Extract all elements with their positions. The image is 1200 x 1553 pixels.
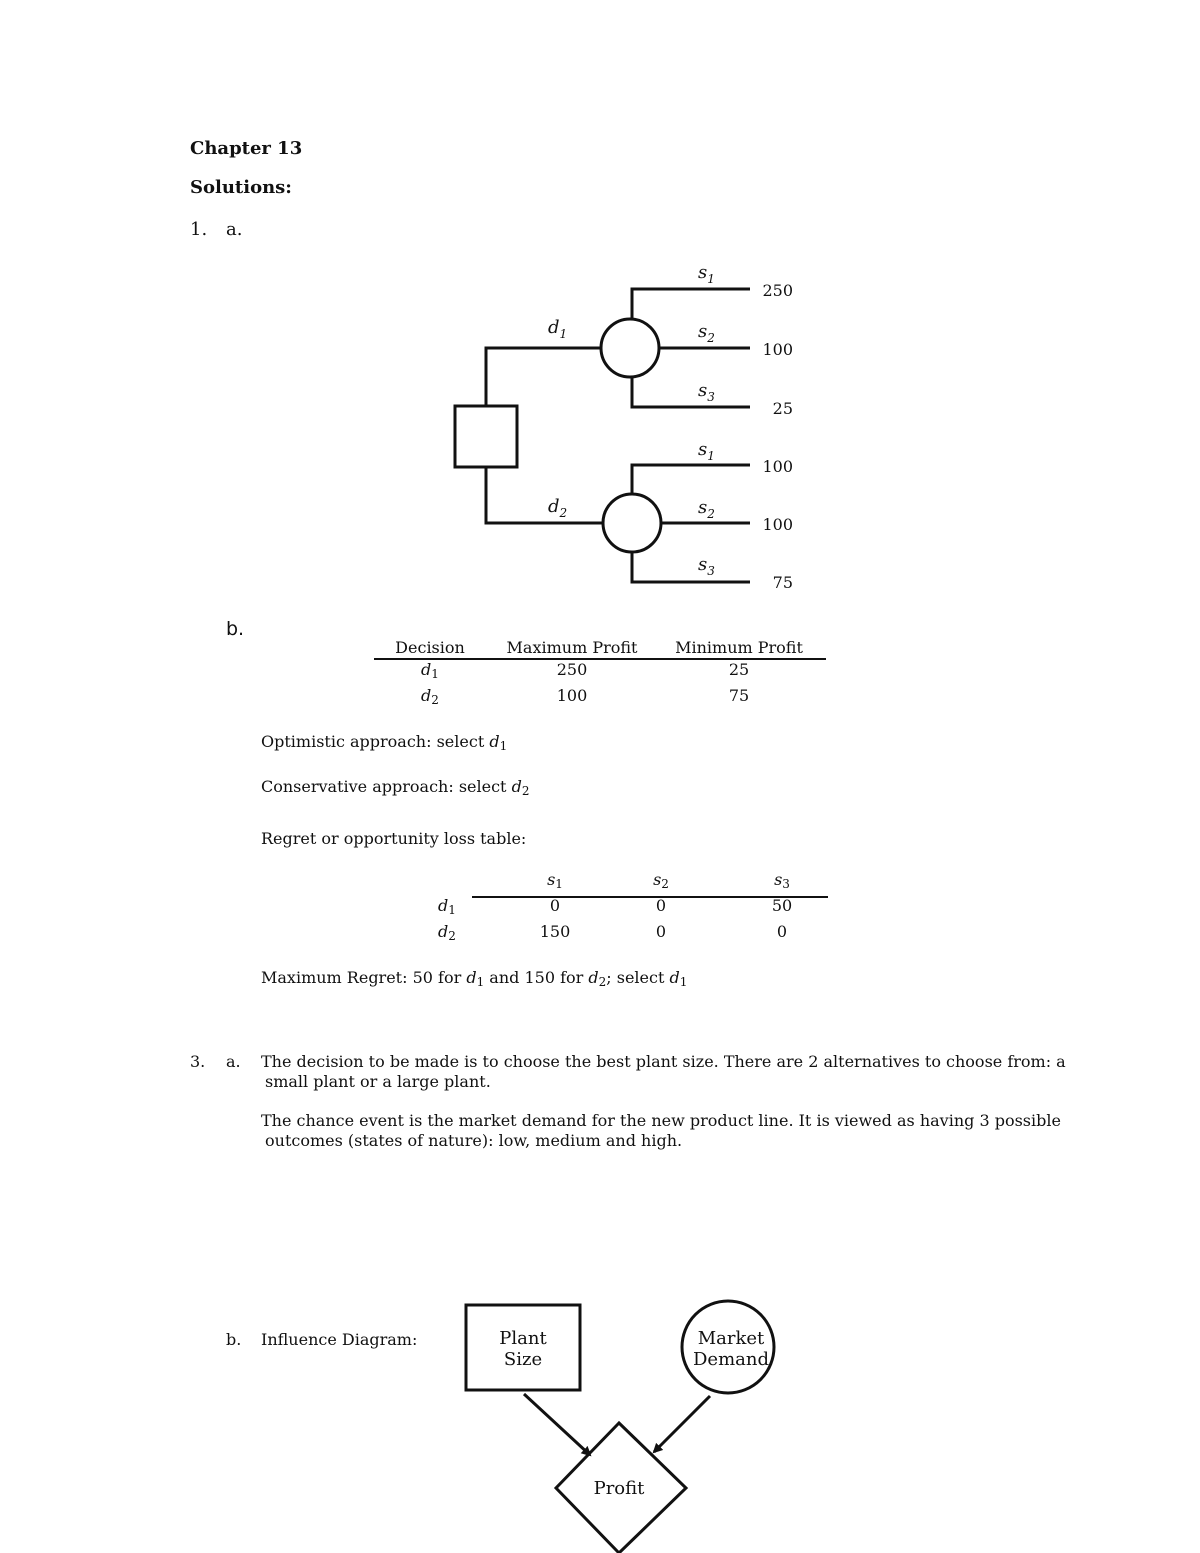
regret-row-2-s1: 150: [539, 922, 571, 941]
q3-number: 3.: [190, 1052, 206, 1071]
q3-a-text-line3: The chance event is the market demand for the new product line. It is viewed as having 3 possible: [261, 1111, 1061, 1130]
solutions-heading: Solutions:: [190, 177, 292, 198]
tree-label-d2-s1: $s_1$: [698, 439, 715, 463]
q3-a-text-line2: small plant or a large plant.: [265, 1072, 491, 1091]
regret-row-1-s3: 50: [771, 896, 793, 915]
influence-diagram: [440, 1290, 820, 1553]
regret-row-2-s2: 0: [655, 922, 667, 941]
profit-label: Profit: [593, 1478, 645, 1499]
q1-number: 1.: [190, 219, 208, 240]
payoff-d1-s1: 250: [762, 281, 793, 300]
profit-row-1-decision: $d_1$: [421, 660, 439, 681]
tree-label-d2: $d_2$: [548, 496, 568, 520]
profit-table-rule: [374, 658, 826, 660]
branch-d2-s3-line: [632, 552, 750, 582]
maximum-regret-line: Maximum Regret: 50 for $d_1$ and 150 for $d_2$; select $d_1$: [261, 968, 688, 989]
regret-row-2-s3: 0: [776, 922, 788, 941]
q3-part-b-label: b.: [226, 1330, 242, 1349]
payoff-d2-s3: 75: [772, 573, 793, 592]
tree-label-d2-s2: $s_2$: [698, 497, 715, 521]
payoff-d1-s3: 25: [772, 399, 793, 418]
profit-row-2-max: 100: [556, 686, 588, 705]
payoff-d2-s1: 100: [762, 457, 793, 476]
q1-part-a-label: a.: [226, 219, 243, 240]
profit-header-decision: Decision: [395, 638, 465, 657]
profit-row-1-min: 25: [728, 660, 750, 679]
decision-tree: [0, 0, 1200, 600]
market-demand-label-line2: Demand: [693, 1349, 769, 1370]
influence-diagram-title: Influence Diagram:: [261, 1330, 418, 1349]
regret-col-s1: $s_1$: [547, 870, 563, 891]
profit-row-1-max: 250: [556, 660, 588, 679]
regret-row-1-s2: 0: [655, 896, 667, 915]
profit-header-max: Maximum Profit: [506, 638, 638, 657]
tree-label-d1-s3: $s_3$: [698, 380, 715, 404]
tree-label-d2-s3: $s_3$: [698, 554, 715, 578]
payoff-d1-s2: 100: [762, 340, 793, 359]
regret-row-1-s1: 0: [549, 896, 561, 915]
regret-row-1-label: $d_1$: [438, 896, 456, 917]
chance-node-2: [603, 494, 661, 552]
branch-d1-line: [486, 348, 601, 406]
profit-row-2-min: 75: [728, 686, 750, 705]
tree-label-d1: $d_1$: [548, 317, 568, 341]
tree-label-d1-s2: $s_2$: [698, 321, 715, 345]
regret-table-title: Regret or opportunity loss table:: [261, 829, 527, 848]
conservative-approach: Conservative approach: select $d_2$: [261, 777, 530, 798]
arrow-plant-to-profit: [524, 1394, 590, 1455]
regret-col-s2: $s_2$: [653, 870, 669, 891]
payoff-d2-s2: 100: [762, 515, 793, 534]
plant-size-label-line2: Size: [503, 1349, 543, 1370]
chance-node-1: [601, 319, 659, 377]
branch-d1-s1-line: [632, 289, 750, 319]
profit-row-2-decision: $d_2$: [421, 686, 439, 707]
plant-size-label-line1: Plant: [499, 1328, 547, 1349]
tree-label-d1-s1: $s_1$: [698, 262, 715, 286]
branch-d2-s1-line: [632, 465, 750, 494]
branch-d1-s3-line: [632, 377, 750, 407]
q1-part-b-label: b.: [226, 618, 245, 640]
decision-node: [455, 406, 517, 467]
optimistic-approach: Optimistic approach: select $d_1$: [261, 732, 508, 753]
market-demand-label-line1: Market: [697, 1328, 765, 1349]
q3-a-text-line4: outcomes (states of nature): low, medium and high.: [265, 1131, 683, 1150]
q3-a-text-line1: The decision to be made is to choose the best plant size. There are 2 alternatives to choose from: a: [261, 1052, 1066, 1071]
arrow-demand-to-profit: [654, 1396, 710, 1452]
branch-d2-line: [486, 467, 603, 523]
regret-row-2-label: $d_2$: [438, 922, 456, 943]
regret-col-s3: $s_3$: [774, 870, 790, 891]
profit-header-min: Minimum Profit: [675, 638, 803, 657]
q3-part-a-label: a.: [226, 1052, 241, 1071]
chapter-title: Chapter 13: [190, 138, 303, 159]
